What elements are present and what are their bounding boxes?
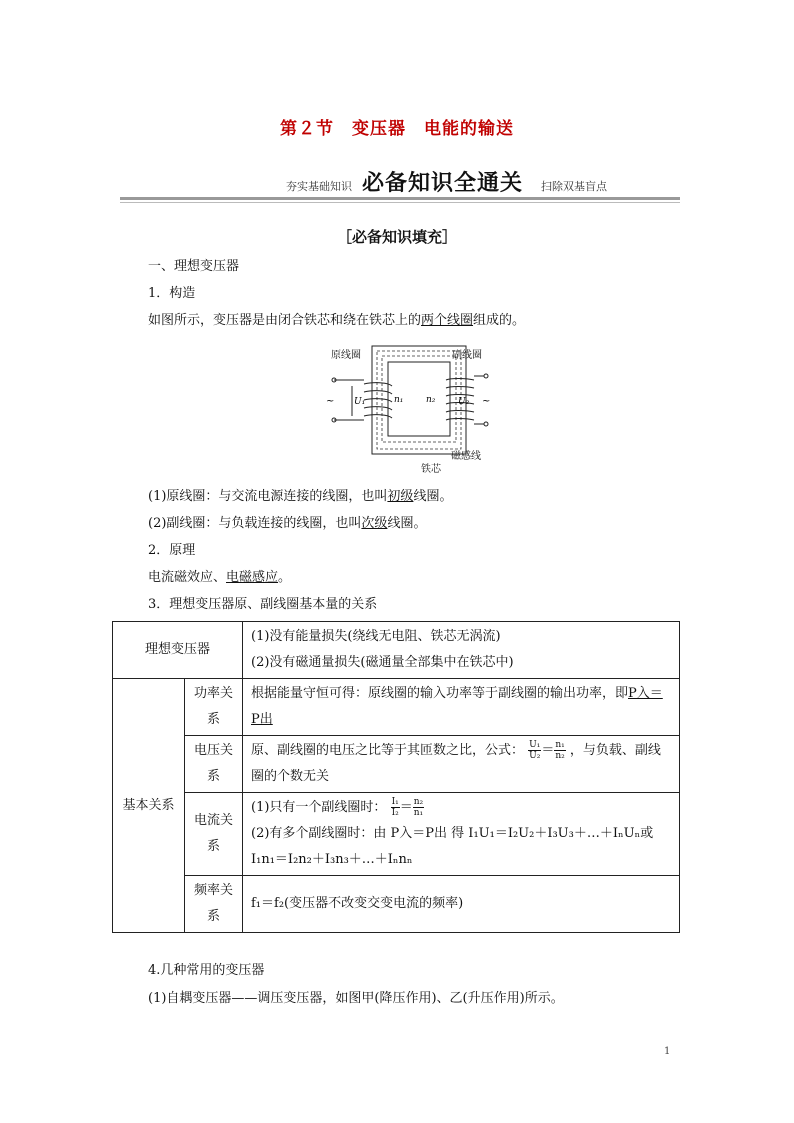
condition-2: (2)没有磁通量损失(磁通量全部集中在铁芯中): [251, 655, 514, 670]
table-row: [113, 793, 680, 876]
current-case-2: (2)有多个副线圈时：由 P入＝P出 得 I₁U₁＝I₂U₂＋I₃U₃＋…＋IₙUₙ或 I₁n₁＝I₂n₂＋I₃n₃＋…＋Iₙnₙ: [251, 826, 654, 867]
current-relation-label: 电流关系: [185, 793, 243, 876]
text-fragment: 线圈。: [413, 489, 453, 504]
text-fragment: 。: [278, 570, 292, 585]
current-case-1: (1)只有一个副线圈时： $\frac{\text{I₁}}{\text{I₂}}$ ＝ $\frac{\text{n₂}}{\text{n₁}}$: [251, 797, 424, 818]
structure-paragraph: [148, 312, 525, 330]
subheading-relations: 3．理想变压器原、副线圈基本量的关系: [148, 597, 378, 612]
banner-left-text: 夯实基础知识: [286, 180, 352, 193]
subheading-principle: 2．原理: [148, 543, 196, 558]
power-relation-text: [243, 679, 680, 736]
fraction-numerator: n₂: [413, 797, 424, 807]
heading-ideal-transformer: 一、理想变压器: [148, 259, 240, 274]
text-fragment: 如图所示，变压器是由闭合铁芯和绕在铁芯上的: [148, 313, 422, 328]
u1-label: U₁: [354, 397, 366, 407]
fraction-denominator: n₁: [413, 808, 424, 818]
text-fragment: 根据能量守恒可得：原线圈的输入功率等于副线圈的输出功率，即: [251, 686, 629, 701]
subheading-common-transformers: 4.几种常用的变压器: [148, 963, 265, 978]
terminal-dot: [484, 422, 488, 426]
text-fragment: (2)副线圈：与负载连接的线圈，也叫: [148, 516, 362, 531]
fraction-denominator: U₂: [529, 751, 541, 761]
underlined-answer: 初级: [387, 489, 414, 504]
banner-divider-thin: [120, 202, 680, 203]
label-flux-line: 磁感线: [451, 451, 481, 462]
terminal-dot: [484, 374, 488, 378]
tilde-left: ~: [326, 396, 335, 407]
n2-label: n₂: [426, 395, 436, 405]
page-title: 第２节 变压器 电能的输送: [280, 119, 514, 139]
basic-relations-label: 基本关系: [113, 679, 185, 933]
page-number: 1: [664, 1046, 671, 1057]
turns-ratio: [554, 740, 565, 761]
underlined-answer: P入＝P出: [251, 686, 663, 727]
section-heading: ［必备知识填充］: [336, 228, 457, 246]
current-relation-text: [243, 793, 680, 876]
text-fragment: 线圈。: [387, 516, 427, 531]
inverse-turns-ratio: [413, 797, 424, 818]
fraction-denominator: n₂: [555, 751, 565, 761]
table-row: [113, 679, 680, 736]
frequency-relation-text: f₁＝f₂(变压器不改变交变电流的频率): [243, 876, 680, 933]
underlined-answer: 两个线圈: [421, 313, 474, 328]
text-fragment: ，与负载、副线圈的个数无关: [251, 743, 661, 784]
subheading-structure: 1．构造: [148, 286, 196, 301]
label-iron-core: 铁芯: [421, 464, 441, 475]
tilde-right: ~: [482, 396, 491, 407]
voltage-relation-text: 原、副线圈的电压之比等于其匝数之比，公式： $\frac{\text{U₁}}{\text{U₂}}$ ＝ $\frac{\text{n₁}}{\text{n₂}}$ ，与负载、副线圈的个数无关: [243, 736, 680, 793]
fraction-numerator: I₁: [391, 797, 399, 807]
voltage-relation-label: 电压关系: [185, 736, 243, 793]
autotransformer-paragraph: (1)自耦变压器——调压变压器，如图甲(降压作用)、乙(升压作用)所示。: [148, 991, 564, 1006]
text-fragment: 组成的。: [473, 313, 526, 328]
power-relation-label: 功率关系: [185, 679, 243, 736]
text-fragment: 原、副线圈的电压之比等于其匝数之比，公式：: [251, 743, 525, 758]
ideal-transformer-conditions: [243, 622, 680, 679]
u2-label: U₂: [458, 397, 470, 407]
fraction-numerator: U₁: [529, 740, 541, 750]
secondary-coil-definition: [148, 515, 426, 533]
current-ratio: [391, 797, 400, 818]
voltage-ratio: [528, 740, 541, 761]
banner-main-heading: 必备知识全通关: [362, 171, 524, 196]
text-fragment: (1)只有一个副线圈时：: [251, 800, 387, 815]
fraction-numerator: n₁: [555, 740, 565, 750]
condition-1: (1)没有能量损失(绕线无电阻、铁芯无涡流): [251, 629, 501, 644]
underlined-answer: 次级: [361, 516, 388, 531]
banner-divider: [120, 197, 680, 200]
table-row: [113, 736, 680, 793]
underlined-answer: 电磁感应: [226, 570, 279, 585]
label-secondary-coil: 副线圈: [452, 350, 482, 361]
table-row: [113, 876, 680, 933]
principle-paragraph: [148, 569, 291, 587]
fraction-denominator: I₂: [391, 808, 399, 818]
table-row: [113, 622, 680, 679]
banner-right-text: 扫除双基盲点: [541, 180, 607, 193]
label-primary-coil: 原线圈: [331, 350, 361, 361]
ideal-transformer-label: 理想变压器: [113, 622, 243, 679]
primary-coil-definition: [148, 488, 452, 506]
frequency-relation-label: 频率关系: [185, 876, 243, 933]
n1-label: n₁: [394, 395, 404, 405]
relations-table: [112, 621, 680, 933]
text-fragment: 电流磁效应、: [148, 570, 227, 585]
text-fragment: (1)原线圈：与交流电源连接的线圈，也叫: [148, 489, 388, 504]
